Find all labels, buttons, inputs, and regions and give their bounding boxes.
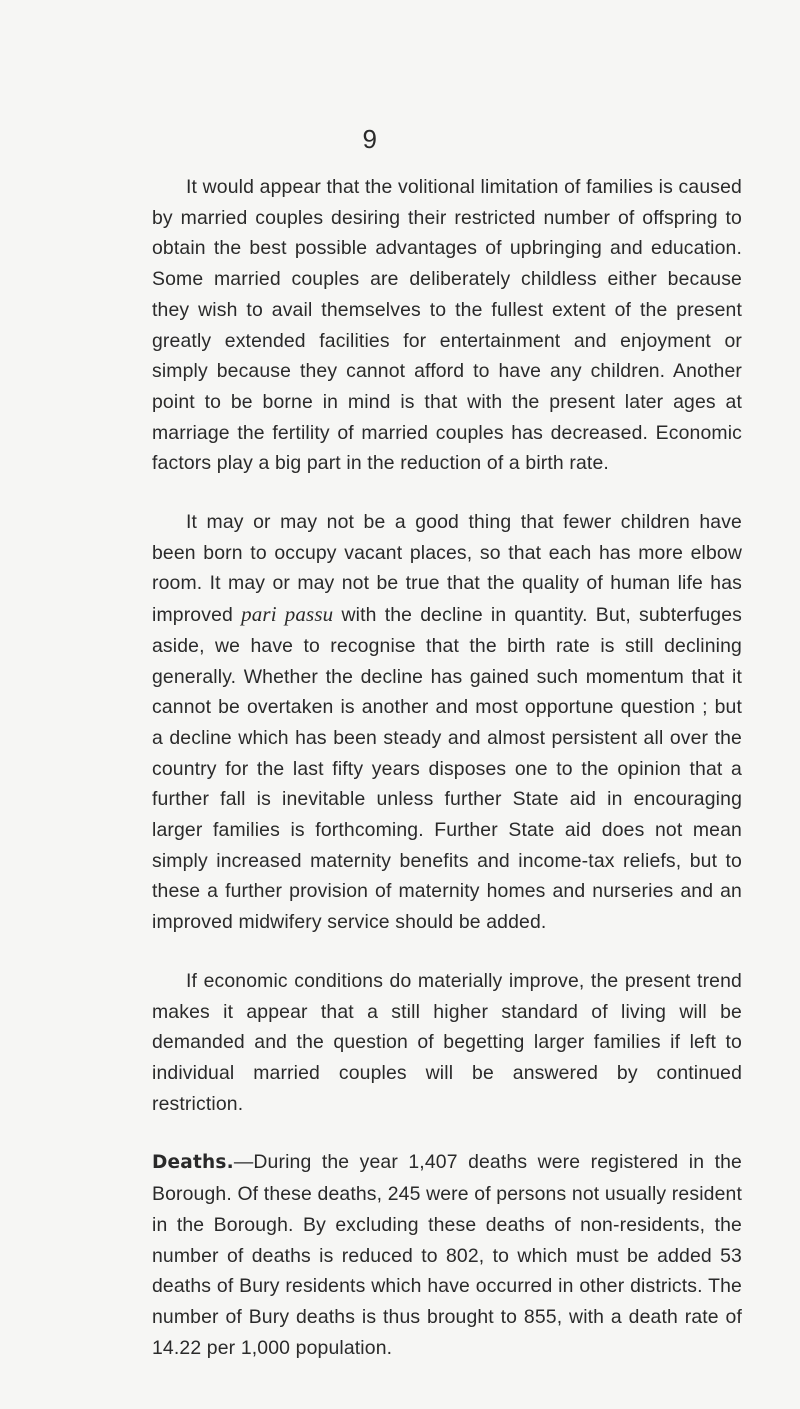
- paragraph-economic-conditions: If economic conditions do materially improve, the present trend makes it appear that a still higher standard of living will be demanded and the question of begetting larger families if left to individual married couples will be answered by continued restriction.: [152, 969, 742, 1115]
- paragraph-text: with the decline in quantity. But, subterfuges aside, we have to recognise that the birth rate is still declining generally. Whether the decline has gained such momentum that it cannot be overtaken is another and most opportune question ; but a decline which has been steady and almost persistent all over the country for the last fifty years disposes one to the opinion that a further fall is inevitable unless further State aid in encouraging larger families is forthcoming. Further State aid does not mean simply increased maternity benefits and income-tax reliefs, but to these a further provision of maternity homes and nurseries and an improved midwifery service should be added.: [152, 604, 743, 934]
- paragraph-deaths: [152, 1147, 742, 1363]
- paragraph-text: —During the year 1,407 deaths were registered in the Borough. Of these deaths, 245 were of persons not usually resident in the Borough. By excluding these deaths of non-residents, the number of deaths is reduced to 802, to which must be added 53 deaths of Bury residents which have occurred in other districts. The number of Bury deaths is thus brought to 855, with a death rate of 14.22 per 1,000 population.: [152, 1151, 742, 1359]
- body-text: [152, 172, 742, 1363]
- paragraph-family-limitation: It would appear that the volitional limitation of families is caused by married couples desiring their restricted number of offspring to obtain the best possible advantages of upbringing and education. Some married couples are deliberately childless either because they wish to avail themselves to the fullest extent of the present greatly extended facilities for entertainment and enjoyment or simply because they cannot afford to have any children. Another point to be borne in mind is that with the present later ages at marriage the fertility of married couples has decreased. Economic factors play a big part in the reduction of a birth rate.: [152, 176, 742, 475]
- page-number: 9: [362, 124, 378, 154]
- paragraph-birth-rate-decline: [152, 507, 742, 938]
- italic-phrase: pari passu: [241, 602, 334, 627]
- paragraph-text: It may or may not be a good thing that fewer children have been born to occupy vacant places, so that each has more elbow room. It may or may not be true that the quality of human life has improved: [152, 511, 742, 627]
- section-heading-deaths: Deaths.: [152, 1152, 234, 1174]
